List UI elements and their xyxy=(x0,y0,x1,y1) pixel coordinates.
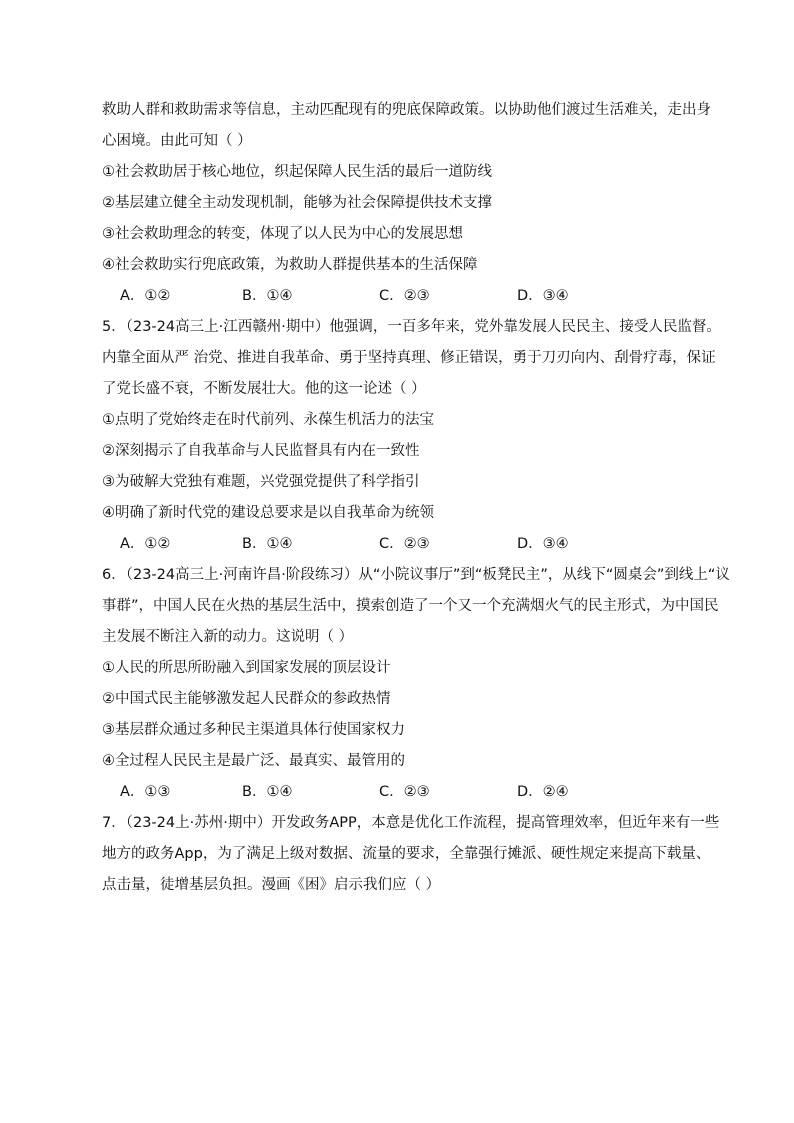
statement-item: ④社会救助实行兜底政策，为救助人群提供基本的生活保障 xyxy=(102,257,478,273)
question-stem-line: 事群”，中国人民在火热的基层生活中，摸索创造了一个又一个充满烟火气的民主形式，为中国民 xyxy=(102,598,719,614)
question-stem-line: 主发展不断注入新的动力。这说明（ ） xyxy=(102,629,354,645)
option-d: D．②④ xyxy=(517,784,569,800)
answer-options xyxy=(102,529,702,560)
statement-item: ①人民的所思所盼融入到国家发展的顶层设计 xyxy=(102,660,391,676)
option-d: D．③④ xyxy=(517,536,569,552)
option-b: B．①④ xyxy=(242,784,293,800)
question-7 xyxy=(102,808,720,901)
option-c: C．②③ xyxy=(379,784,430,800)
option-d: D．③④ xyxy=(517,288,569,304)
statement-item: ②中国式民主能够激发起人民群众的参政热情 xyxy=(102,691,391,707)
question-stem-line: 救助人群和救助需求等信息，主动匹配现有的兜底保障政策。以协助他们渡过生活难关，走出身 xyxy=(102,102,711,118)
question-content xyxy=(102,95,730,901)
question-stem-line: 心困境。由此可知（ ） xyxy=(102,133,252,149)
statement-item: ③为破解大党独有难题，兴党强党提供了科学指引 xyxy=(102,474,420,490)
answer-options xyxy=(102,281,702,312)
option-a: A．①② xyxy=(120,536,171,552)
question-stem-line: 5．（23-24高三上·江西赣州·期中）他强调，一百多年来，党外靠发展人民民主、接受人民监督。 xyxy=(102,319,721,335)
option-b: B．①④ xyxy=(242,288,293,304)
question-4 xyxy=(102,95,711,312)
statement-item: ①点明了党始终走在时代前列、永葆生机活力的法宝 xyxy=(102,412,434,428)
statement-item: ①社会救助居于核心地位，织起保障人民生活的最后一道防线 xyxy=(102,164,492,180)
answer-options xyxy=(102,777,702,808)
statement-item: ②基层建立健全主动发现机制，能够为社会保障提供技术支撑 xyxy=(102,195,492,211)
statement-item: ④全过程人民民主是最广泛、最真实、最管用的 xyxy=(102,753,405,769)
question-stem-line: 点击量，徒增基层负担。漫画《困》启示我们应（ ） xyxy=(102,877,441,893)
statement-item: ③基层群众通过多种民主渠道具体行使国家权力 xyxy=(102,722,405,738)
statement-item: ③社会救助理念的转变，体现了以人民为中心的发展思想 xyxy=(102,226,463,242)
question-6 xyxy=(102,560,730,808)
option-a: A．①③ xyxy=(120,784,171,800)
statement-item: ②深刻揭示了自我革命与人民监督具有内在一致性 xyxy=(102,443,420,459)
question-stem-line: 地方的政务App，为了满足上级对数据、流量的要求，全靠强行摊派、硬性规定来提高下载量、 xyxy=(102,846,711,862)
option-a: A．①② xyxy=(120,288,171,304)
option-c: C．②③ xyxy=(379,536,430,552)
question-stem-line: 7．（23-24上·苏州·期中）开发政务APP，本意是优化工作流程，提高管理效率，但近年来有一些 xyxy=(102,815,720,831)
question-stem-line: 了党长盛不衰，不断发展壮大。他的这一论述（ ） xyxy=(102,381,426,397)
option-c: C．②③ xyxy=(379,288,430,304)
question-5 xyxy=(102,312,721,560)
statement-item: ④明确了新时代党的建设总要求是以自我革命为统领 xyxy=(102,505,434,521)
option-b: B．①④ xyxy=(242,536,293,552)
question-stem-line: 内靠全面从严 治党、推进自我革命、勇于坚持真理、修正错误，勇于刀刃向内、刮骨疗毒，保证 xyxy=(102,350,716,366)
question-stem-line: 6．（23-24高三上·河南许昌·阶段练习）从“小院议事厅”到“板凳民主”，从线下“圆桌会”到线上“议 xyxy=(102,567,730,583)
